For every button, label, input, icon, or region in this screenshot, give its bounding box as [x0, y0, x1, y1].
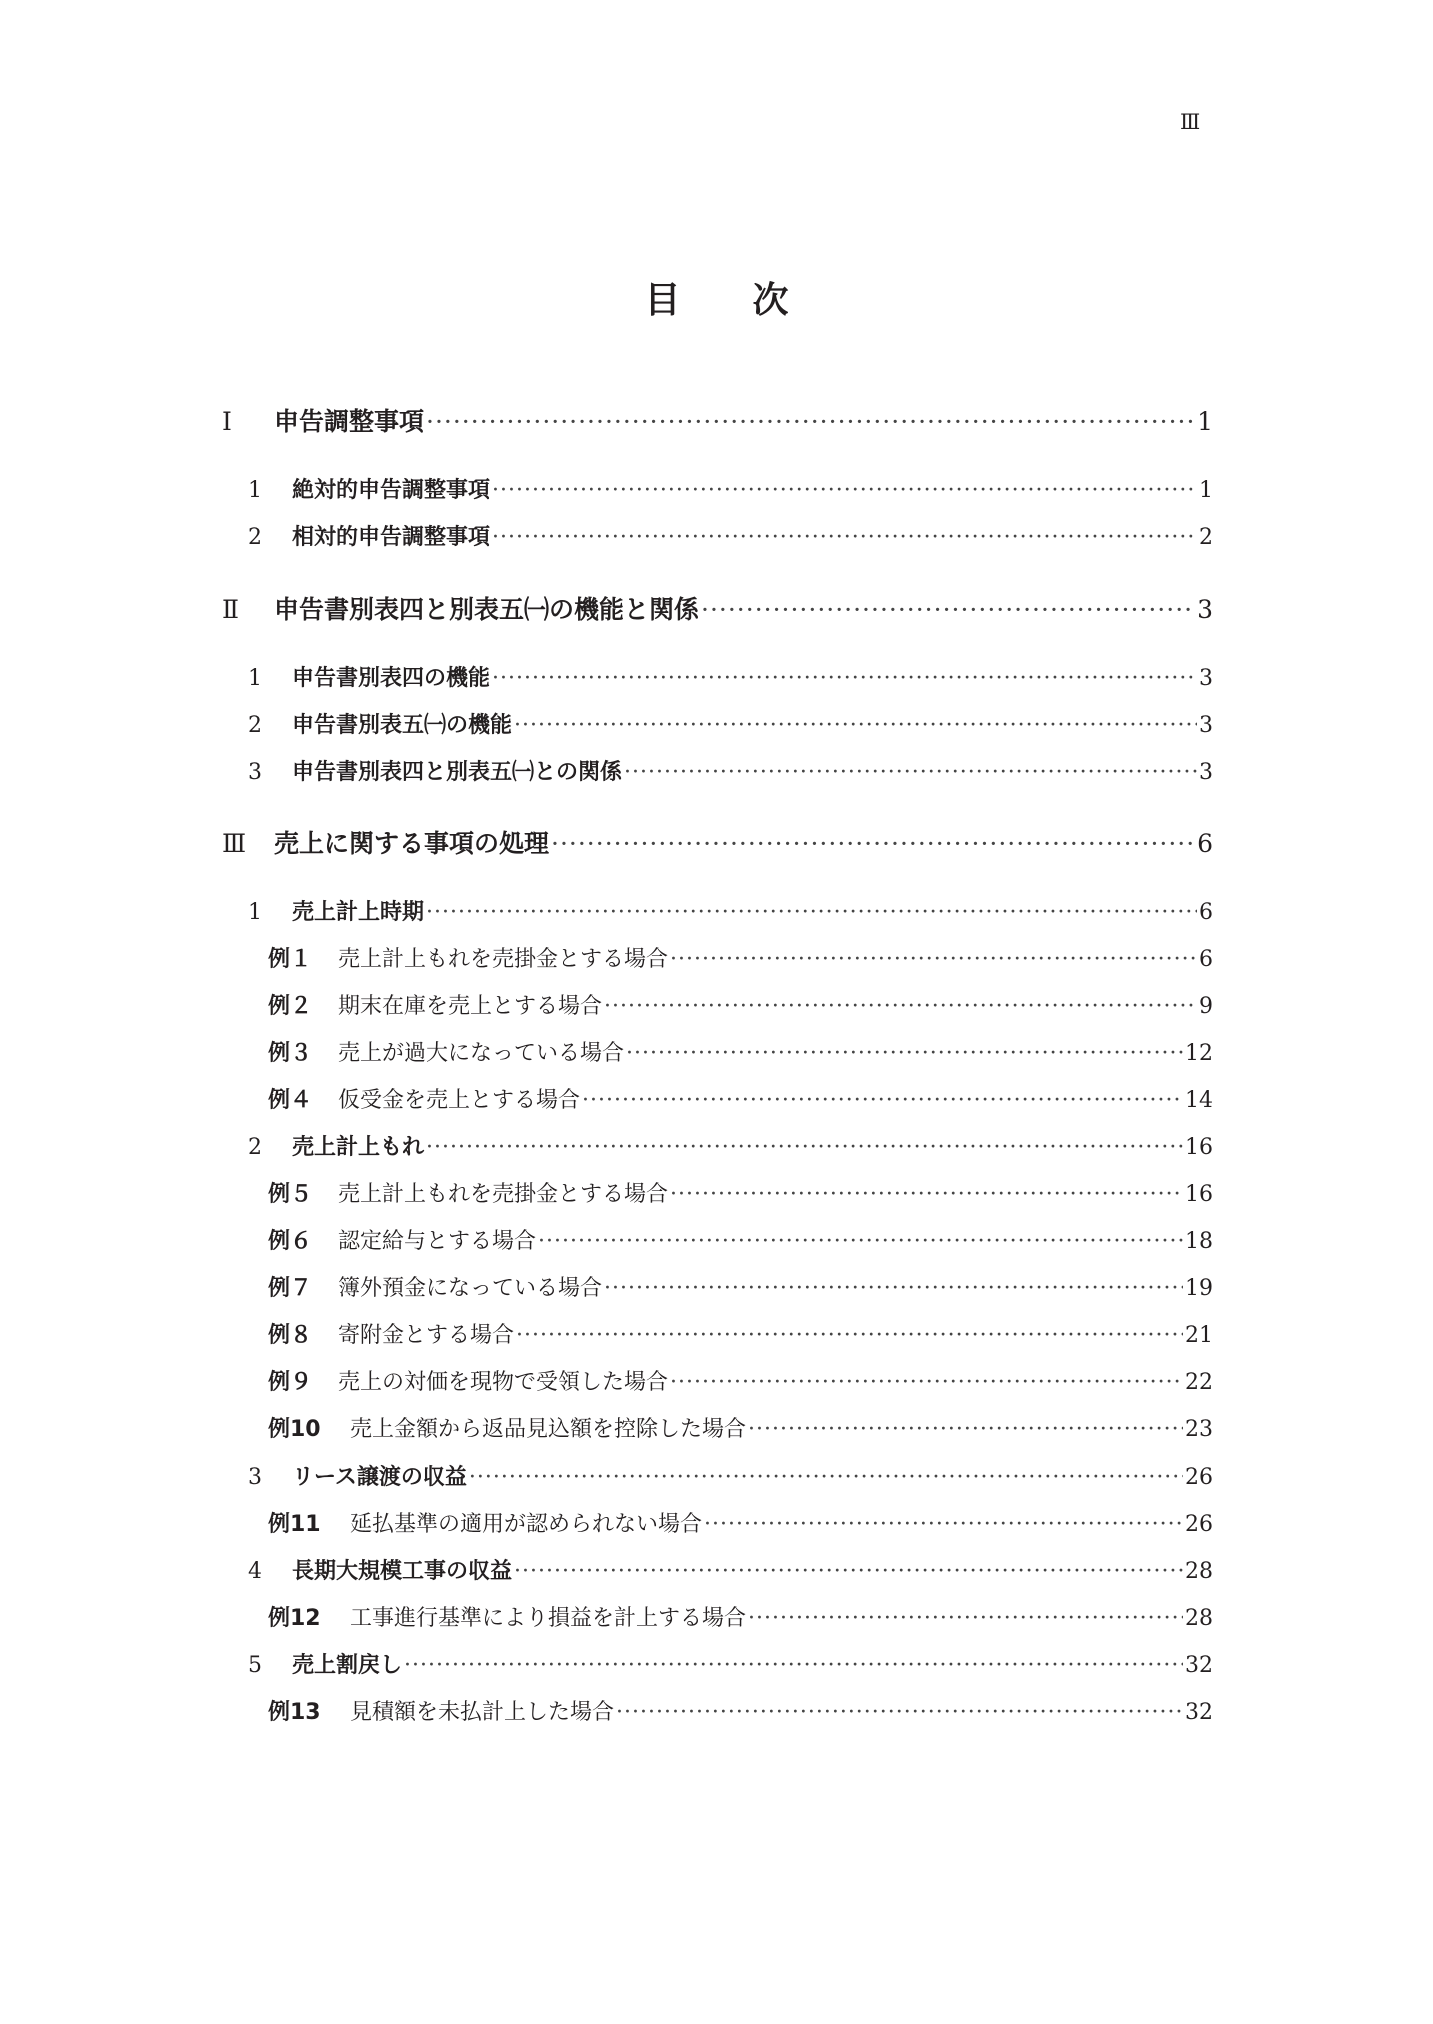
toc-entry-title: 簿外預金になっている場合 [338, 1276, 603, 1301]
toc-entry [268, 1318, 1213, 1349]
dot-leader [492, 525, 1197, 550]
toc-entry-page: 3 [1199, 666, 1213, 691]
dot-leader [538, 1229, 1183, 1254]
toc-entry [248, 895, 1213, 926]
dot-leader [426, 900, 1197, 925]
toc-entry [268, 1224, 1213, 1255]
toc-entry-title: 売上割戻し [292, 1653, 403, 1678]
toc-entry-title: 申告書別表五㈠の機能 [292, 713, 513, 738]
toc-entry-number: 5 [248, 1653, 262, 1678]
toc-entry-number: 1 [248, 666, 262, 691]
toc-entry-page: 22 [1185, 1370, 1213, 1395]
toc-entry-number: 例３ [268, 1041, 313, 1066]
toc-entry-number: 例９ [268, 1370, 313, 1395]
toc-entry-page: 18 [1185, 1229, 1213, 1254]
page-number: Ⅲ [1180, 110, 1200, 134]
toc-entry-page: 32 [1185, 1700, 1213, 1725]
toc-entry-page: 9 [1199, 994, 1213, 1019]
toc-entry-title: 申告調整事項 [274, 407, 425, 436]
toc-entry [248, 708, 1213, 739]
toc-entry-title: 見積額を未払計上した場合 [350, 1700, 615, 1725]
toc-entry-number: 1 [248, 900, 262, 925]
toc-entry-page: 28 [1185, 1559, 1213, 1584]
dot-leader [582, 1088, 1183, 1113]
toc-entry [222, 402, 1213, 438]
toc-entry-page: 23 [1185, 1417, 1213, 1442]
dot-leader [701, 595, 1195, 624]
toc-entry-page: 6 [1197, 829, 1213, 858]
toc-entry-title: 仮受金を売上とする場合 [338, 1088, 581, 1113]
toc-entry-number: 1 [248, 478, 262, 503]
toc-entry-number: 2 [248, 713, 262, 738]
toc-entry-page: 32 [1185, 1653, 1213, 1678]
toc-entry-number: 例６ [268, 1229, 313, 1254]
dot-leader [704, 1512, 1183, 1537]
toc-entry-number: 4 [248, 1559, 262, 1584]
toc-entry-number: 例４ [268, 1088, 313, 1113]
toc-entry-page: 19 [1185, 1276, 1213, 1301]
dot-leader [426, 407, 1195, 436]
dot-leader [492, 478, 1197, 503]
dot-leader [604, 1276, 1183, 1301]
dot-leader [604, 994, 1197, 1019]
toc-entry [268, 1601, 1213, 1632]
dot-leader [514, 1559, 1183, 1584]
toc-entry-title: 売上計上もれを売掛金とする場合 [338, 947, 669, 972]
dot-leader [426, 1135, 1183, 1160]
toc-entry-title: 売上計上もれ [292, 1135, 425, 1160]
toc-entry-title: 売上計上時期 [292, 900, 425, 925]
toc-entry-title: 申告書別表四と別表五㈠との関係 [292, 760, 623, 785]
toc-entry-page: 1 [1197, 407, 1213, 436]
toc-entry-title: 絶対的申告調整事項 [292, 478, 491, 503]
toc-entry-number: 3 [248, 760, 262, 785]
toc-entry [268, 942, 1213, 973]
toc-entry-number: 2 [248, 525, 262, 550]
toc-entry [268, 1695, 1213, 1726]
dot-leader [670, 1370, 1183, 1395]
toc-entry-title: 申告書別表四と別表五㈠の機能と関係 [274, 595, 700, 624]
toc-entry [268, 1365, 1213, 1396]
toc-entry-number: Ⅰ [222, 407, 232, 436]
toc-entry-page: 6 [1199, 947, 1213, 972]
page-title-char-1: 目 [644, 280, 681, 321]
toc-entry-title: 期末在庫を売上とする場合 [338, 994, 603, 1019]
toc-entry [248, 1130, 1213, 1161]
toc-entry-title: 売上が過大になっている場合 [338, 1041, 625, 1066]
toc-entry-page: 26 [1185, 1465, 1213, 1490]
toc-entry-page: 3 [1199, 713, 1213, 738]
toc-entry-title: リース譲渡の収益 [292, 1465, 467, 1490]
toc-entry-page: 14 [1185, 1088, 1213, 1113]
toc-entry-title: 売上に関する事項の処理 [274, 829, 550, 858]
toc-entry [268, 1412, 1213, 1443]
dot-leader [492, 666, 1197, 691]
dot-leader [551, 829, 1195, 858]
toc-entry [222, 590, 1213, 626]
toc-entry-page: 2 [1199, 525, 1213, 550]
toc-entry-number: 例２ [268, 994, 313, 1019]
toc-entry-number: 例10 [268, 1417, 321, 1442]
dot-leader [626, 1041, 1183, 1066]
toc-entry [248, 520, 1213, 551]
toc-entry-page: 21 [1185, 1323, 1213, 1348]
toc-entry [222, 824, 1213, 860]
toc-entry-title: 売上計上もれを売掛金とする場合 [338, 1182, 669, 1207]
toc-entry-number: 例７ [268, 1276, 313, 1301]
dot-leader [748, 1606, 1183, 1631]
toc-entry-number: Ⅱ [222, 595, 239, 624]
toc-entry-title: 相対的申告調整事項 [292, 525, 491, 550]
dot-leader [748, 1417, 1183, 1442]
toc-entry [248, 755, 1213, 786]
toc-entry-number: 例12 [268, 1606, 321, 1631]
toc-entry-page: 26 [1185, 1512, 1213, 1537]
toc-entry-page: 28 [1185, 1606, 1213, 1631]
dot-leader [404, 1653, 1183, 1678]
toc-entry-page: 3 [1197, 595, 1213, 624]
toc-entry-page: 12 [1185, 1041, 1213, 1066]
toc-entry-title: 売上の対価を現物で受領した場合 [338, 1370, 669, 1395]
toc-entry-title: 工事進行基準により損益を計上する場合 [350, 1606, 747, 1631]
page-title-char-2: 次 [752, 280, 789, 321]
toc-entry-number: 例８ [268, 1323, 313, 1348]
toc-entry [268, 1083, 1213, 1114]
toc-entry-page: 1 [1199, 478, 1213, 503]
dot-leader [616, 1700, 1183, 1725]
toc-entry [268, 989, 1213, 1020]
toc-entry [248, 1460, 1213, 1491]
toc-entry [248, 473, 1213, 504]
toc-entry-page: 3 [1199, 760, 1213, 785]
toc-entry-number: 例11 [268, 1512, 321, 1537]
toc-entry-title: 申告書別表四の機能 [292, 666, 491, 691]
toc-entry [268, 1507, 1213, 1538]
toc-entry-number: 例13 [268, 1700, 321, 1725]
toc-entry-title: 売上金額から返品見込額を控除した場合 [350, 1417, 747, 1442]
toc-entry-number: 2 [248, 1135, 262, 1160]
toc-entry-page: 16 [1185, 1135, 1213, 1160]
dot-leader [514, 713, 1197, 738]
dot-leader [670, 1182, 1183, 1207]
dot-leader [469, 1465, 1183, 1490]
toc-entry [248, 661, 1213, 692]
toc-entry-page: 16 [1185, 1182, 1213, 1207]
toc-entry [248, 1648, 1213, 1679]
dot-leader [670, 947, 1197, 972]
toc-entry-title: 長期大規模工事の収益 [292, 1559, 513, 1584]
toc-entry-page: 6 [1199, 900, 1213, 925]
toc-entry [248, 1554, 1213, 1585]
toc-entry-number: 例１ [268, 947, 313, 972]
toc-entry-number: 例５ [268, 1182, 313, 1207]
toc-entry-title: 認定給与とする場合 [338, 1229, 537, 1254]
toc-entry-title: 延払基準の適用が認められない場合 [350, 1512, 703, 1537]
toc-entry [268, 1177, 1213, 1208]
toc-entry-title: 寄附金とする場合 [338, 1323, 515, 1348]
toc-entry [268, 1271, 1213, 1302]
dot-leader [624, 760, 1197, 785]
toc-entry-number: 3 [248, 1465, 262, 1490]
toc-entry [268, 1036, 1213, 1067]
dot-leader [516, 1323, 1183, 1348]
toc-entry-number: Ⅲ [222, 829, 247, 858]
